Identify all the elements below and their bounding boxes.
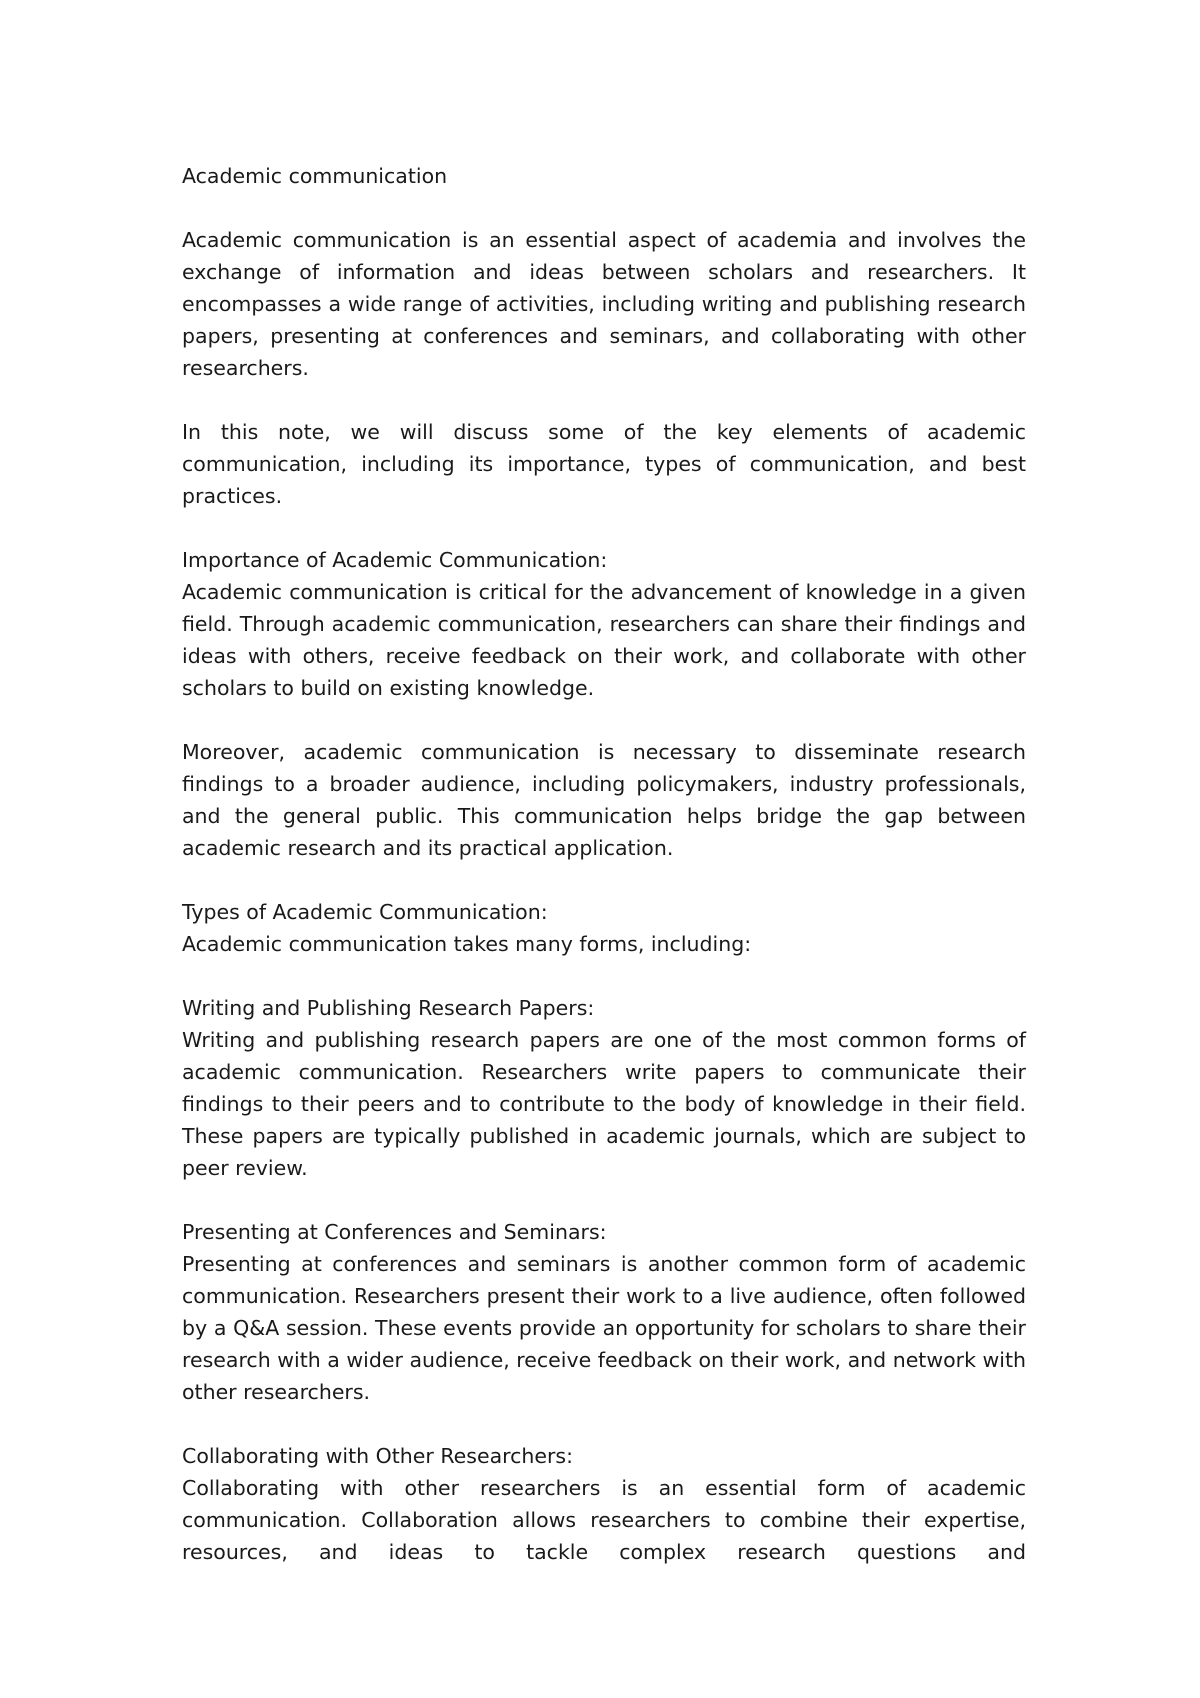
presenting-section <box>182 1216 1026 1408</box>
collaborating-heading: Collaborating with Other Researchers: <box>182 1444 574 1468</box>
types-intro: Academic communication takes many forms, including: <box>182 932 752 956</box>
types-heading: Types of Academic Communication: <box>182 900 548 924</box>
document-title: Academic communication <box>182 164 448 188</box>
writing-heading: Writing and Publishing Research Papers: <box>182 996 595 1020</box>
document-page <box>182 160 1026 1600</box>
overview-paragraph: In this note, we will discuss some of the key elements of academic communication, including its importance, types of communication, and best practices. <box>182 420 1026 508</box>
intro-paragraph: Academic communication is an essential aspect of academia and involves the exchange of information and ideas between scholars and researchers. It encompasses a wide range of activities, including writing and publishing research papers, presenting at conferences and seminars, and collaborating with other researchers. <box>182 228 1026 380</box>
writing-section <box>182 992 1026 1184</box>
collaborating-section <box>182 1440 1026 1568</box>
collaborating-paragraph: Collaborating with other researchers is an essential form of academic communication. Collaboration allows researchers to combine their expertise, resources, and ideas to tackle complex research questions and <box>182 1476 1026 1564</box>
importance-paragraph-2: Moreover, academic communication is necessary to disseminate research findings to a broader audience, including policymakers, industry professionals, and the general public. This communication helps bridge the gap between academic research and its practical application. <box>182 740 1026 860</box>
presenting-heading: Presenting at Conferences and Seminars: <box>182 1220 607 1244</box>
writing-paragraph: Writing and publishing research papers are one of the most common forms of academic communication. Researchers write papers to communicate their findings to their peers and to contribute to the body of knowledge in their field. These papers are typically published in academic journals, which are subject to peer review. <box>182 1028 1026 1180</box>
importance-section <box>182 544 1026 704</box>
importance-paragraph-1: Academic communication is critical for the advancement of knowledge in a given field. Through academic communication, researchers can share their findings and ideas with others, receive feedback on their work, and collaborate with other scholars to build on existing knowledge. <box>182 580 1026 700</box>
types-section <box>182 896 1026 960</box>
presenting-paragraph: Presenting at conferences and seminars is another common form of academic communication. Researchers present their work to a live audience, often followed by a Q&A session. These events provide an opportunity for scholars to share their research with a wider audience, receive feedback on their work, and network with other researchers. <box>182 1252 1026 1404</box>
importance-heading: Importance of Academic Communication: <box>182 548 608 572</box>
